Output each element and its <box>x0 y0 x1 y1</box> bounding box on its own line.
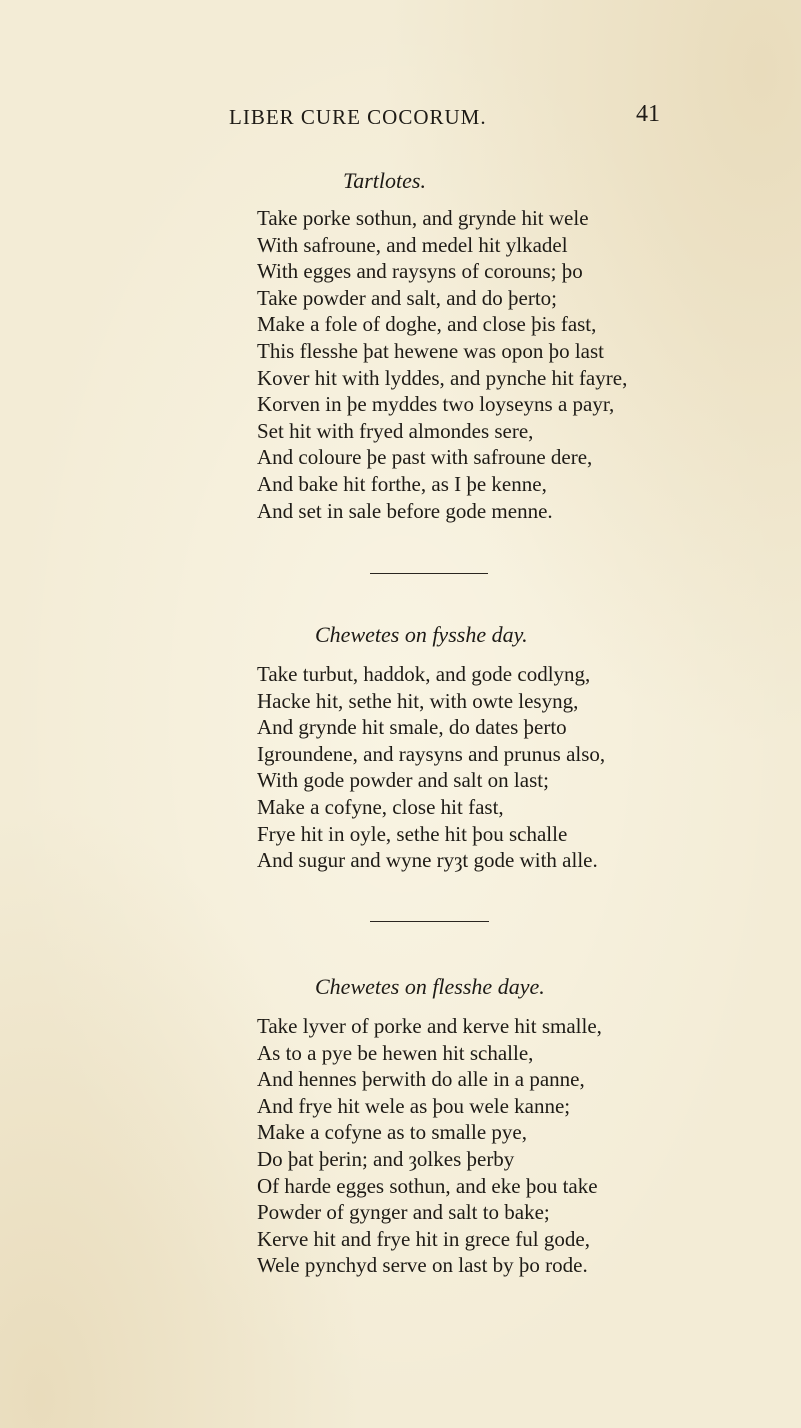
verse-line: Wele pynchyd serve on last by þo rode. <box>257 1253 588 1278</box>
verse-line: Powder of gynger and salt to bake; <box>257 1200 550 1225</box>
recipe-verse-chewetes-fysshe <box>257 661 605 874</box>
verse-line: With gode powder and salt on last; <box>257 768 549 793</box>
verse-line: Take porke sothun, and grynde hit wele <box>257 206 589 230</box>
verse-line: Take turbut, haddok, and gode codlyng, <box>257 662 591 686</box>
verse-line: Take powder and salt, and do þerto; <box>257 285 558 310</box>
verse-line: And coloure þe past with safroune dere, <box>257 445 593 470</box>
verse-line: And bake hit forthe, as I þe kenne, <box>257 471 547 496</box>
verse-line: And sugur and wyne ryȝt gode with alle. <box>257 848 598 873</box>
verse-line: Kerve hit and frye hit in grece ful gode, <box>257 1226 590 1251</box>
verse-line: Of harde egges sothun, and eke þou take <box>257 1173 598 1198</box>
verse-line: With egges and raysyns of corouns; þo <box>257 259 583 284</box>
verse-line: Do þat þerin; and ȝolkes þerby <box>257 1146 515 1171</box>
verse-line: Kover hit with lyddes, and pynche hit fayre, <box>257 365 628 390</box>
verse-line: And grynde hit smale, do dates þerto <box>257 715 567 740</box>
verse-line: With safroune, and medel hit ylkadel <box>257 232 568 257</box>
running-title: LIBER CURE COCORUM. <box>229 105 487 129</box>
verse-line: Take lyver of porke and kerve hit smalle, <box>257 1014 602 1038</box>
recipe-title-tartlotes: Tartlotes. <box>343 168 426 193</box>
verse-line: As to a pye be hewen hit schalle, <box>257 1040 534 1065</box>
recipe-title-chewetes-flesshe: Chewetes on flesshe daye. <box>315 974 545 999</box>
verse-line: Korven in þe myddes two loyseyns a payr, <box>257 392 615 417</box>
section-divider <box>370 921 489 922</box>
verse-line: Frye hit in oyle, sethe hit þou schalle <box>257 821 568 846</box>
verse-line: Set hit with fryed almondes sere, <box>257 418 534 443</box>
verse-line: Make a fole of doghe, and close þis fast, <box>257 312 597 337</box>
verse-line: And hennes þerwith do alle in a panne, <box>257 1067 585 1092</box>
recipe-title-chewetes-fysshe: Chewetes on fysshe day. <box>315 622 528 647</box>
verse-line: And set in sale before gode menne. <box>257 498 553 523</box>
recipe-verse-chewetes-flesshe <box>257 1013 602 1279</box>
verse-line: Make a cofyne as to smalle pye, <box>257 1120 527 1145</box>
verse-line: This flesshe þat hewene was opon þo last <box>257 338 605 363</box>
verse-line: Make a cofyne, close hit fast, <box>257 794 504 819</box>
section-divider <box>370 573 488 574</box>
verse-line: And frye hit wele as þou wele kanne; <box>257 1093 571 1118</box>
verse-line: Hacke hit, sethe hit, with owte lesyng, <box>257 688 579 713</box>
verse-line: Igroundene, and raysyns and prunus also, <box>257 741 606 766</box>
recipe-verse-tartlotes <box>257 205 627 524</box>
page-number: 41 <box>636 101 660 127</box>
